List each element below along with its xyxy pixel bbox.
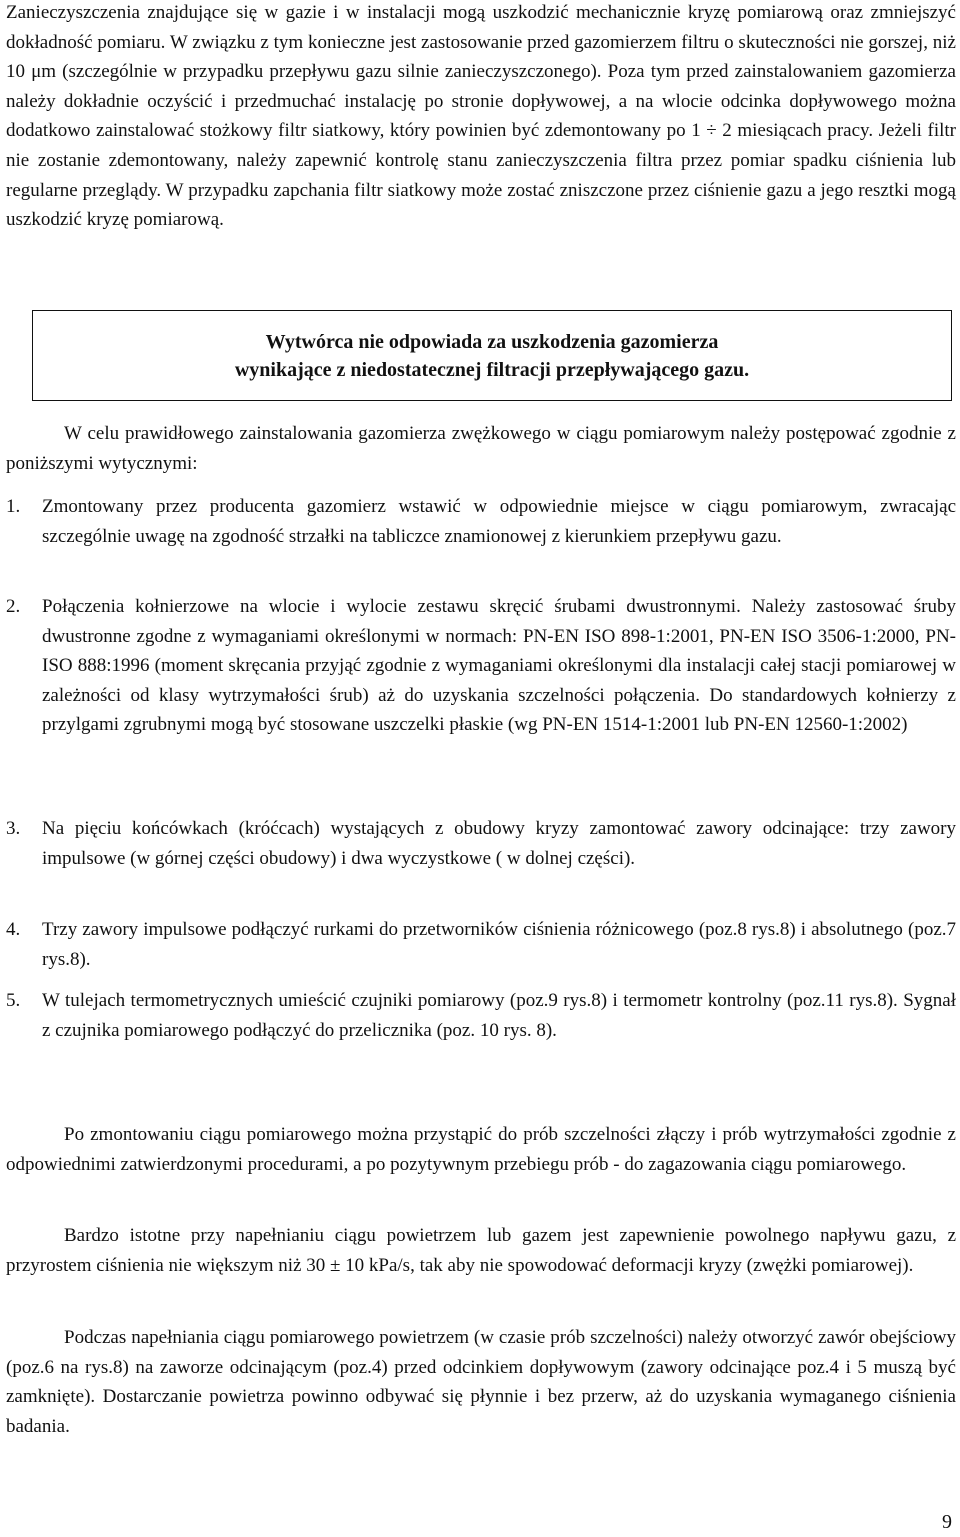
list-text: Połączenia kołnierzowe na wlocie i wylocie zestawu skręcić śrubami dwustronnymi. Należy zastosować śruby dwustronne zgodne z wymaganiami określonymi w normach: PN-EN ISO 898-1:2001, PN-EN ISO 3506-1:2000, PN-ISO 888:1996 (moment skręcania przyjąć zgodnie z wymaganiami określonymi dla instalacji całej stacji pomiarowej w zależności od klasy wytrzymałości śrub) aż do uzyskania szczelności połączenia. Do standardowych kołnierzy z przylgami zgrubnymi mogą być stosowane uszczelki płaskie (wg PN-EN 1514-1:2001 lub PN-EN 12560-1:2002) (42, 596, 956, 736)
list-item-3 (6, 814, 956, 873)
paragraph-pressure-tests: Po zmontowaniu ciągu pomiarowego można przystąpić do prób szczelności złączy i prób wytrzymałości zgodnie z odpowiednimi zatwierdzonymi procedurami, a po pozytywnym przebiegu prób - do zagazowania ciągu pomiarowego. (6, 1124, 956, 1175)
list-number: 4. (6, 919, 21, 940)
list-number: 2. (6, 596, 21, 617)
list-text: Zmontowany przez producenta gazomierz wstawić w odpowiednie miejsce w ciągu pomiarowym, zwracając szczególnie uwagę na zgodność strzałki na tabliczce znamionowej z kierunkiem przepływu gazu. (42, 496, 956, 547)
list-item-5 (6, 986, 956, 1045)
paragraph-slow-filling: Bardzo istotne przy napełnianiu ciągu powietrzem lub gazem jest zapewnienie powolnego napływu gazu, z przyrostem ciśnienia nie większym niż 30 ± 10 kPa/s, tak aby nie spowodować deformacji kryzy (zwężki pomiarowej). (6, 1225, 956, 1276)
list-item-1 (6, 492, 956, 551)
paragraph-filtration: Zanieczyszczenia znajdujące się w gazie i w instalacji mogą uszkodzić mechanicznie kryzę pomiarową oraz zmniejszyć dokładność pomiaru. W związku z tym konieczne jest zastosowanie przed gazomierzem filtru o skuteczności nie gorszej, niż 10 μm (szczególnie w przypadku przepływu gazu silnie zanieczyszczonego). Poza tym przed zainstalowaniem gazomierza należy dokładnie oczyścić i przedmuchać instalację po stronie dopływowej, a na wlocie odcinka dopływowego można dodatkowo zainstalować stożkowy filtr siatkowy, który powinien być zdemontowany po 1 ÷ 2 miesiącach pracy. Jeżeli filtr nie zostanie zdemontowany, należy zapewnić kontrolę stanu zanieczyszczenia filtra przez pomiar spadku ciśnienia lub regularne przeglądy. W przypadku zapchania filtr siatkowy może zostać zniszczone przez ciśnienie gazu a jego resztki mogą uszkodzić kryzę pomiarową. (6, 2, 956, 231)
list-number: 1. (6, 496, 21, 517)
warning-notice-box (32, 310, 952, 401)
paragraph-air-filling: Podczas napełniania ciągu pomiarowego powietrzem (w czasie prób szczelności) należy otworzyć zawór obejściowy (poz.6 na rys.8) na zaworze odcinającym (poz.4) przed odcinkiem dopływowym (zawory odcinające poz.4 i 5 muszą być zamknięte). Dostarczanie powietrza powinno odbywać się płynnie i bez przerw, aż do uzyskania wymaganego ciśnienia badania. (6, 1327, 956, 1437)
list-number: 3. (6, 818, 21, 839)
list-text: Trzy zawory impulsowe podłączyć rurkami do przetworników ciśnienia różnicowego (poz.8 rys.8) i absolutnego (poz.7 rys.8). (42, 919, 956, 970)
notice-line-1: Wytwórca nie odpowiada za uszkodzenia gazomierza (265, 330, 719, 353)
paragraph-installation-intro: W celu prawidłowego zainstalowania gazomierza zwężkowego w ciągu pomiarowym należy postępować zgodnie z poniższymi wytycznymi: (6, 423, 956, 474)
page-number: 9 (942, 1511, 952, 1533)
notice-line-2: wynikające z niedostatecznej filtracji przepływającego gazu. (234, 358, 750, 381)
list-item-2 (6, 592, 956, 740)
list-item-4 (6, 915, 956, 974)
list-text: Na pięciu końcówkach (króćcach) wystających z obudowy kryzy zamontować zawory odcinające: trzy zawory impulsowe (w górnej części obudowy) i dwa wyczystkowe ( w dolnej części). (42, 818, 956, 869)
list-text: W tulejach termometrycznych umieścić czujniki pomiarowy (poz.9 rys.8) i termometr kontrolny (poz.11 rys.8). Sygnał z czujnika pomiarowego podłączyć do przelicznika (poz. 10 rys. 8). (42, 990, 956, 1041)
list-number: 5. (6, 990, 21, 1011)
